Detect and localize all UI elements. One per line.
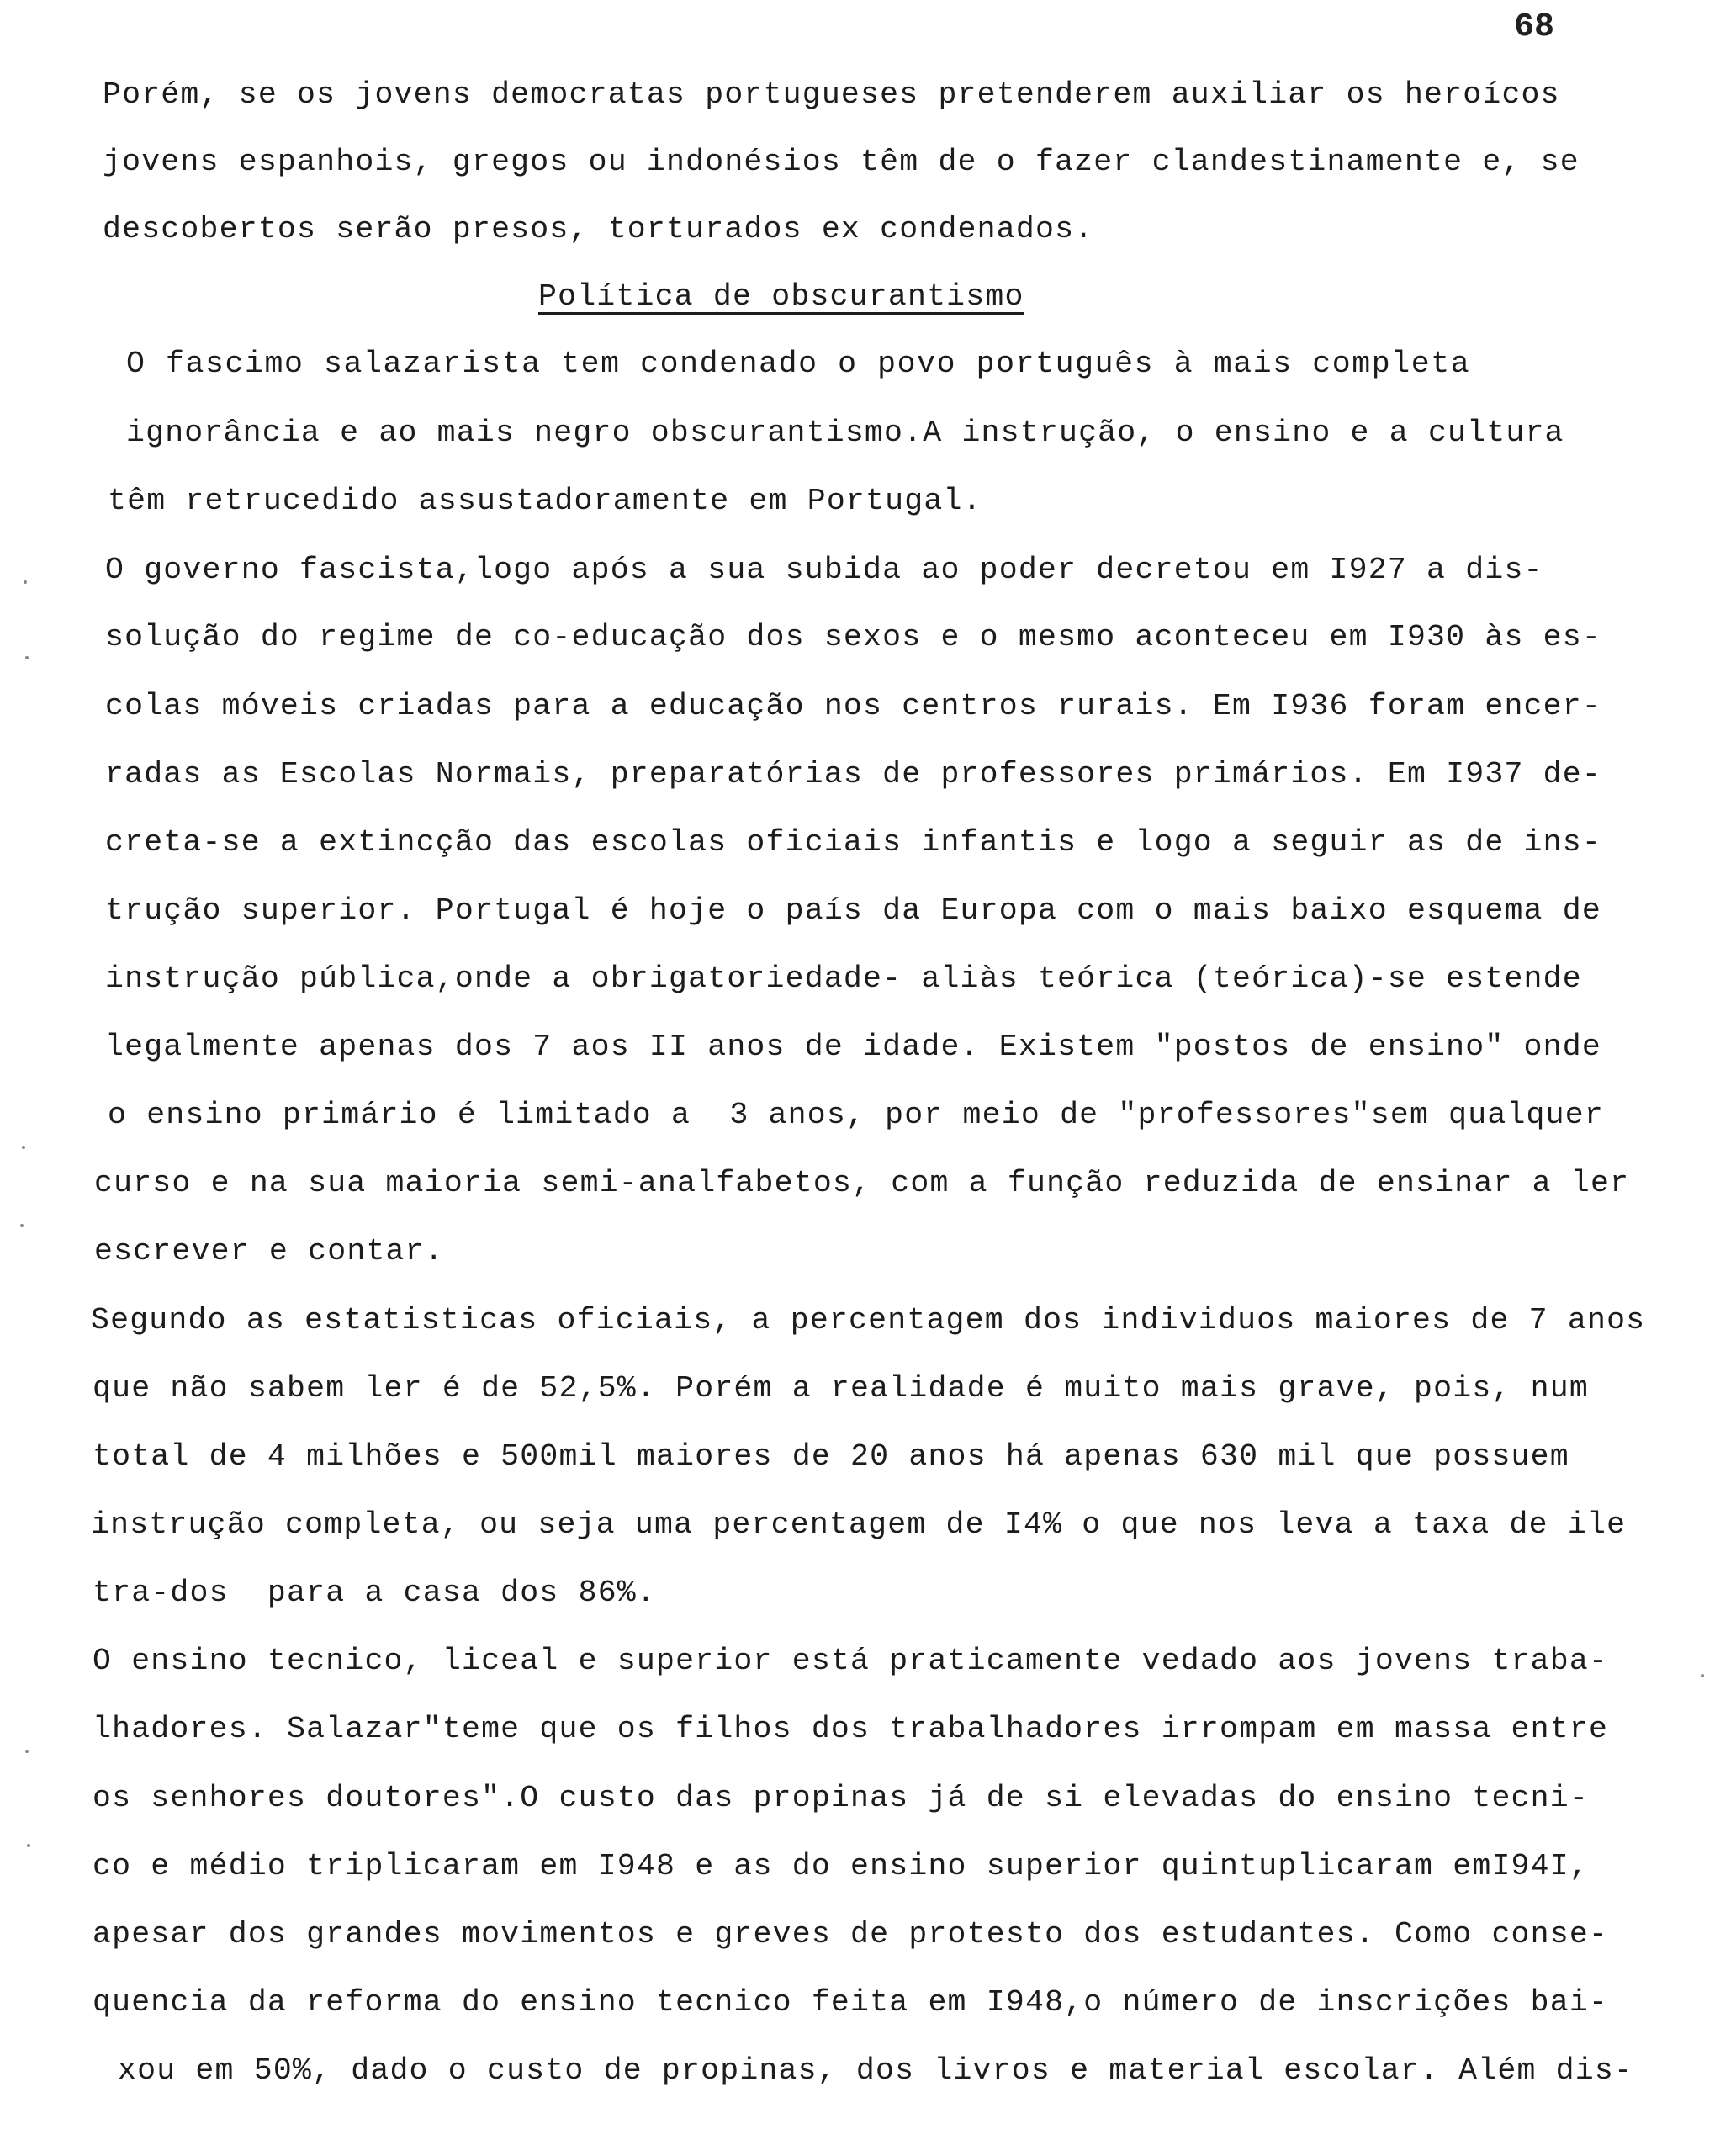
text-line-12: creta-se a extincção das escolas oficiais infantis e logo a seguir as de ins- — [105, 825, 1601, 860]
text-line-25: lhadores. Salazar"teme que os filhos dos trabalhadores irrompam em massa entre — [93, 1712, 1609, 1746]
page-number: 68 — [1514, 8, 1555, 46]
margin-speck — [25, 656, 29, 659]
margin-speck — [27, 1844, 30, 1847]
text-line-29: quencia da reforma do ensino tecnico feita em I948,o número de inscrições bai- — [93, 1985, 1609, 2020]
margin-speck — [22, 1146, 25, 1149]
text-line-5: O fascimo salazarista tem condenado o povo português à mais completa — [126, 347, 1471, 381]
text-line-17: curso e na sua maioria semi-analfabetos, com a função reduzida de ensinar a ler — [94, 1166, 1630, 1200]
text-line-2: jovens espanhois, gregos ou indonésios têm de o fazer clandestinamente e, se — [103, 145, 1580, 179]
text-line-27: co e médio triplicaram em I948 e as do ensino superior quintuplicaram emI94I, — [93, 1849, 1589, 1883]
text-line-9: solução do regime de co-educação dos sexos e o mesmo aconteceu em I930 às es- — [105, 620, 1601, 654]
text-line-10: colas móveis criadas para a educação nos centros rurais. Em I936 foram encer- — [105, 689, 1601, 723]
text-line-3: descobertos serão presos, torturados ex condenados. — [103, 212, 1094, 246]
text-line-1: Porém, se os jovens democratas portugueses pretenderem auxiliar os heroícos — [103, 77, 1560, 112]
text-line-20: que não sabem ler é de 52,5%. Porém a realidade é muito mais grave, pois, num — [93, 1371, 1589, 1406]
text-line-18: escrever e contar. — [94, 1234, 444, 1269]
text-line-8: O governo fascista,logo após a sua subida ao poder decretou em I927 a dis- — [105, 553, 1543, 587]
margin-speck — [25, 1750, 29, 1753]
text-line-24: O ensino tecnico, liceal e superior está praticamente vedado aos jovens traba- — [93, 1644, 1609, 1678]
text-line-30: xou em 50%, dado o custo de propinas, dos livros e material escolar. Além dis- — [118, 2053, 1634, 2088]
text-line-23: tra-dos para a casa dos 86%. — [93, 1576, 657, 1610]
text-line-28: apesar dos grandes movimentos e greves de protesto dos estudantes. Como conse- — [93, 1917, 1609, 1952]
text-line-26: os senhores doutores".O custo das propinas já de si elevadas do ensino tecni- — [93, 1781, 1589, 1815]
text-line-21: total de 4 milhões e 500mil maiores de 20 anos há apenas 630 mil que possuem — [93, 1439, 1569, 1474]
text-line-15: legalmente apenas dos 7 aos II anos de idade. Existem "postos de ensino" onde — [105, 1030, 1601, 1064]
margin-speck — [20, 1224, 24, 1227]
text-line-11: radas as Escolas Normais, preparatórias de professores primários. Em I937 de- — [105, 757, 1601, 792]
section-heading: Política de obscurantismo — [538, 279, 1024, 314]
text-line-13: trução superior. Portugal é hoje o país da Europa com o mais baixo esquema de — [105, 893, 1601, 928]
text-line-16: o ensino primário é limitado a 3 anos, por meio de "professores"sem qualquer — [108, 1098, 1604, 1132]
text-line-14: instrução pública,onde a obrigatoriedade- aliàs teórica (teórica)-se estende — [105, 961, 1582, 996]
text-line-22: instrução completa, ou seja uma percentagem de I4% o que nos leva a taxa de ile — [91, 1507, 1627, 1542]
margin-speck — [24, 580, 27, 584]
margin-speck — [1701, 1674, 1704, 1677]
text-line-6: ignorância e ao mais negro obscurantismo.A instrução, o ensino e a cultura — [126, 416, 1564, 450]
text-line-19: Segundo as estatisticas oficiais, a percentagem dos individuos maiores de 7 anos — [91, 1303, 1646, 1338]
text-line-7: têm retrucedido assustadoramente em Portugal. — [108, 484, 982, 518]
